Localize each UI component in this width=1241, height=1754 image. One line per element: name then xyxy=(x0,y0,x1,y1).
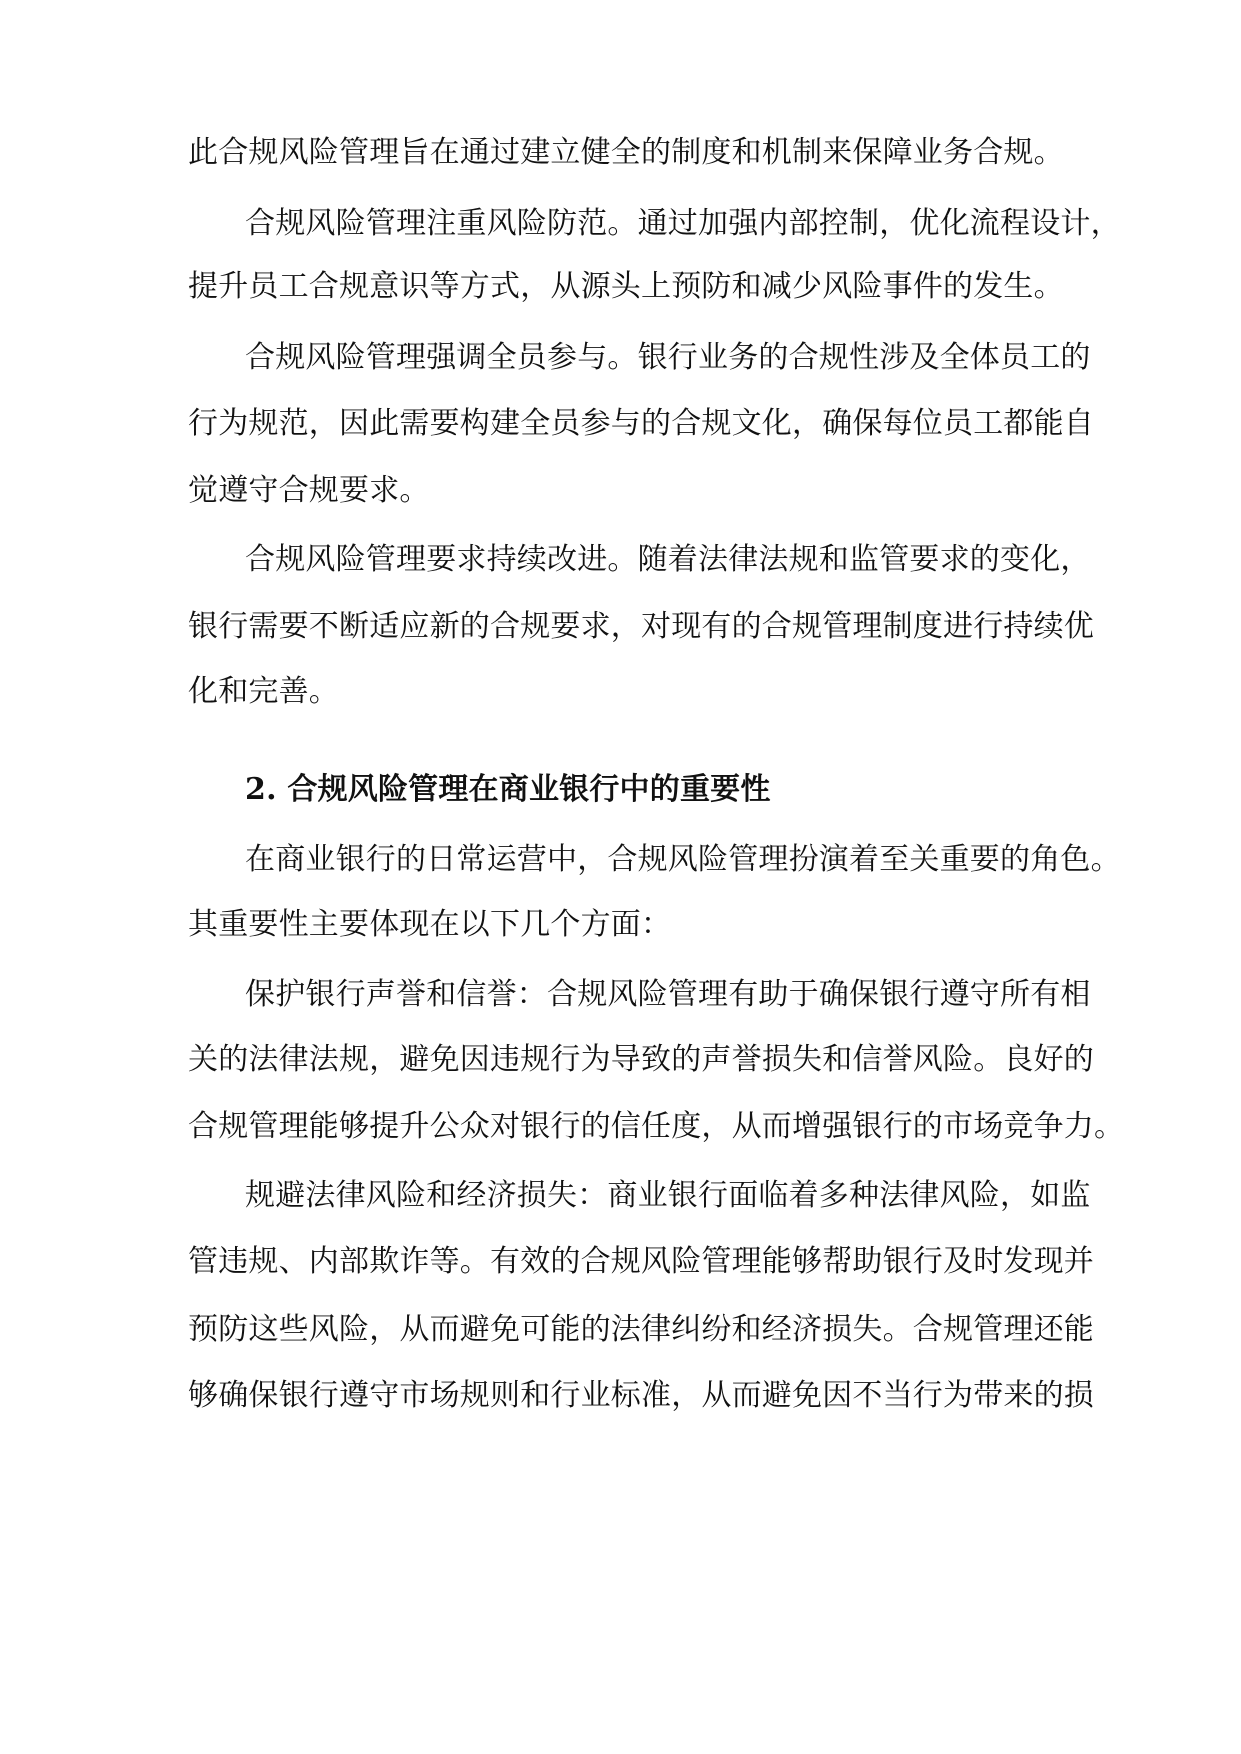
text-line: 银行需要不断适应新的合规要求，对现有的合规管理制度进行持续优 xyxy=(188,609,1094,644)
text-line: 管违规、内部欺诈等。有效的合规风险管理能够帮助银行及时发现并 xyxy=(188,1244,1094,1279)
paragraph-line: 合规风险管理要求持续改进。随着法律法规和监管要求的变化， xyxy=(245,542,1091,577)
paragraph-line: 保护银行声誉和信誉：合规风险管理有助于确保银行遵守所有相 xyxy=(245,977,1091,1012)
paragraph-line: 在商业银行的日常运营中，合规风险管理扮演着至关重要的角色。 xyxy=(245,842,1121,877)
section-heading: 2. 合规风险管理在商业银行中的重要性 xyxy=(245,772,771,807)
text-line: 其重要性主要体现在以下几个方面： xyxy=(188,907,672,942)
text-line: 预防这些风险，从而避免可能的法律纠纷和经济损失。合规管理还能 xyxy=(188,1312,1094,1347)
text-line: 觉遵守合规要求。 xyxy=(188,473,430,508)
text-line: 此合规风险管理旨在通过建立健全的制度和机制来保障业务合规。 xyxy=(188,135,1064,170)
text-line: 合规管理能够提升公众对银行的信任度，从而增强银行的市场竞争力。 xyxy=(188,1109,1125,1144)
paragraph-line: 规避法律风险和经济损失：商业银行面临着多种法律风险，如监 xyxy=(245,1178,1091,1213)
text-line: 够确保银行遵守市场规则和行业标准，从而避免因不当行为带来的损 xyxy=(188,1378,1094,1413)
text-line: 化和完善。 xyxy=(188,674,339,709)
text-line: 提升员工合规意识等方式，从源头上预防和减少风险事件的发生。 xyxy=(188,269,1064,304)
text-line: 关的法律法规，避免因违规行为导致的声誉损失和信誉风险。良好的 xyxy=(188,1042,1094,1077)
text-line: 行为规范，因此需要构建全员参与的合规文化，确保每位员工都能自 xyxy=(188,406,1094,441)
paragraph-line: 合规风险管理强调全员参与。银行业务的合规性涉及全体员工的 xyxy=(245,340,1091,375)
paragraph-line: 合规风险管理注重风险防范。通过加强内部控制，优化流程设计， xyxy=(245,206,1121,241)
